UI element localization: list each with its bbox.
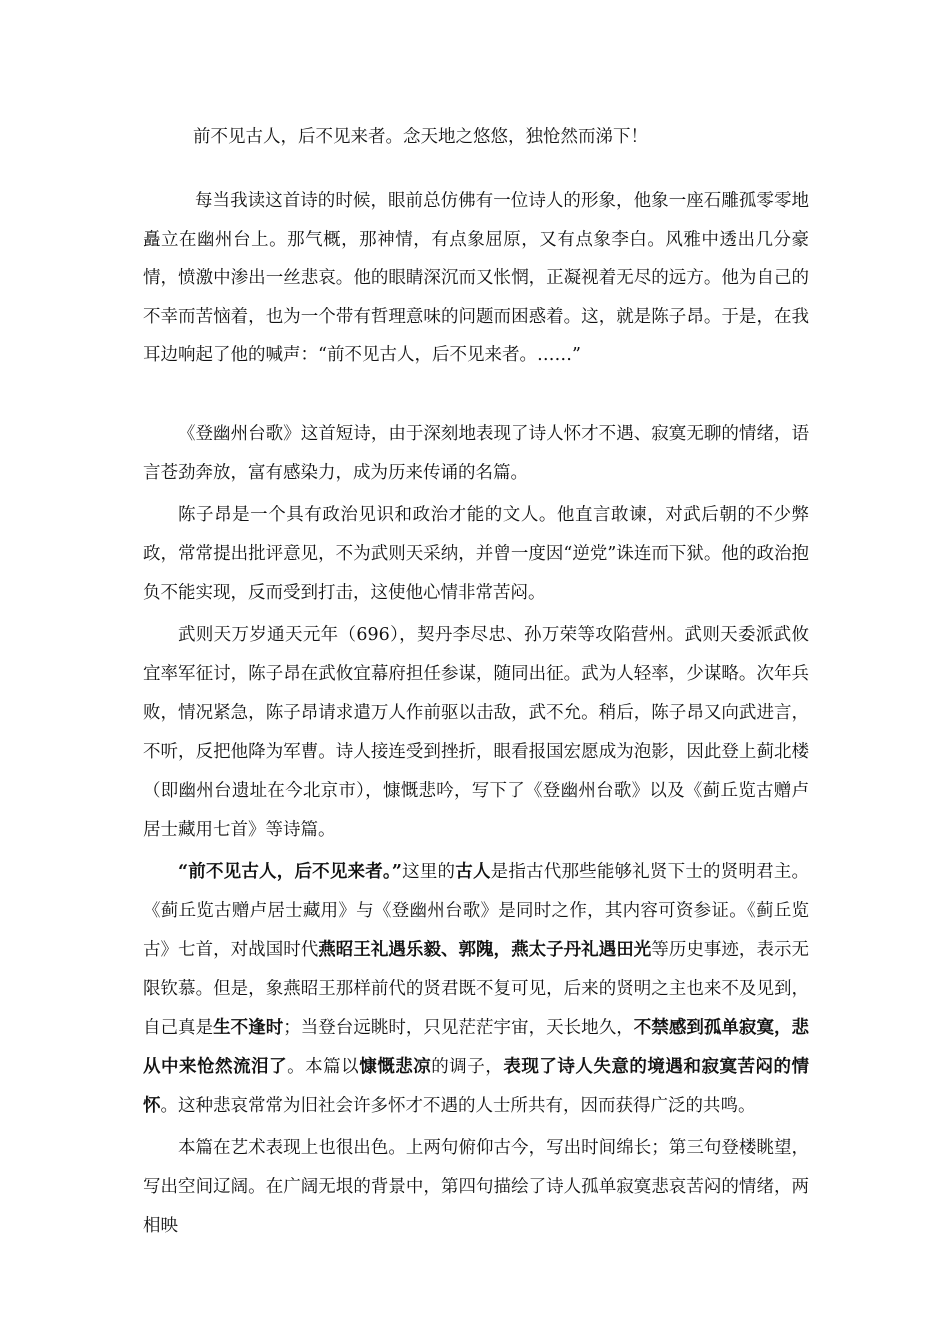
paragraph-chen-ziang-background: 陈子昂是一个具有政治见识和政治才能的文人。他直言敢谏，对武后朝的不少弊政，常常提出批评意见，不为武则天采纳，并曾一度因“逆党”诛连而下狱。他的政治抱负不能实现，反而受到打击，这使他心情非常苦闷。 — [143, 505, 809, 603]
text-span: 这里的 — [401, 862, 456, 882]
text-span: ；当登台远眺时，只见茫茫宇宙，天长地久， — [283, 1018, 634, 1038]
emphasis-tone: 慷慨悲凉 — [359, 1057, 432, 1077]
text-span: 。这种悲哀常常为旧社会许多怀才不遇的人士所共有，因而获得广泛的共鸣。 — [160, 1096, 756, 1116]
text-span: 等历史事迹，表示无限钦慕。但是，象燕昭王那样前代的贤君既不复可见，后来的贤明之主也来不及见到，自己真是 — [143, 940, 810, 1038]
paragraph-line-analysis — [143, 853, 809, 1126]
text-span: 是指古代那些能够礼贤下士的贤明君主。《蓟丘览古赠卢居士藏用》与《登幽州台歌》是同时之作，其内容可资参证。《蓟丘览古》七首，对战国时代 — [143, 862, 810, 960]
poem-line: 前不见古人，后不见来者。念天地之悠悠，独怆然而涕下！ — [193, 127, 648, 147]
text-span: 。本篇以 — [287, 1057, 360, 1077]
paragraph-artistic-expression: 本篇在艺术表现上也很出色。上两句俯仰古今，写出时间绵长；第三句登楼眺望，写出空间辽阔。在广阔无垠的背景中，第四句描绘了诗人孤单寂寞悲哀苦闷的情绪，两相映 — [143, 1138, 809, 1236]
paragraph-poem-intro: 《登幽州台歌》这首短诗，由于深刻地表现了诗人怀才不遇、寂寞无聊的情绪，语言苍劲奔放，富有感染力，成为历来传诵的名篇。 — [143, 424, 809, 483]
paragraph-historical-context: 武则天万岁通天元年（696），契丹李尽忠、孙万荣等攻陷营州。武则天委派武攸宜率军征讨，陈子昂在武攸宜幕府担任参谋，随同出征。武为人轻率，少谋略。次年兵败，情况紧急，陈子昂请求遣万人作前驱以击敌，武不允。稍后，陈子昂又向武进言，不听，反把他降为军曹。诗人接连受到挫折，眼看报国宏愿成为泡影，因此登上蓟北楼（即幽州台遗址在今北京市），慷慨悲吟，写下了《登幽州台歌》以及《蓟丘览古赠卢居士藏用七首》等诗篇。 — [143, 625, 809, 840]
emphasis-lonely-tears: 不禁感到孤单寂寞，悲从中来怆然流泪了 — [143, 1018, 810, 1077]
text-span: 的调子， — [431, 1057, 504, 1077]
paragraph-reading-impression: 每当我读这首诗的时候，眼前总仿佛有一位诗人的形象，他象一座石雕孤零零地矗立在幽州台上。那气概，那神情，有点象屈原，又有点象李白。风雅中透出几分豪情，愤激中渗出一丝悲哀。他的眼睛深沉而又怅惘，正凝视着无尽的远方。他为自己的不幸而苦恼着，也为一个带有哲理意味的问题而困惑着。这，就是陈子昂。于是，在我耳边响起了他的喊声：“前不见古人，后不见来者。……” — [143, 191, 809, 365]
emphasis-historical-events: 燕昭王礼遇乐毅、郭隗，燕太子丹礼遇田光 — [318, 940, 652, 960]
emphasis-theme: 表现了诗人失意的境遇和寂寞苦闷的情怀 — [143, 1057, 810, 1116]
quoted-verse: “前不见古人，后不见来者。” — [178, 862, 402, 882]
emphasis-ancients: 古人 — [455, 862, 491, 882]
emphasis-born-out-of-time: 生不逢时 — [213, 1018, 284, 1038]
